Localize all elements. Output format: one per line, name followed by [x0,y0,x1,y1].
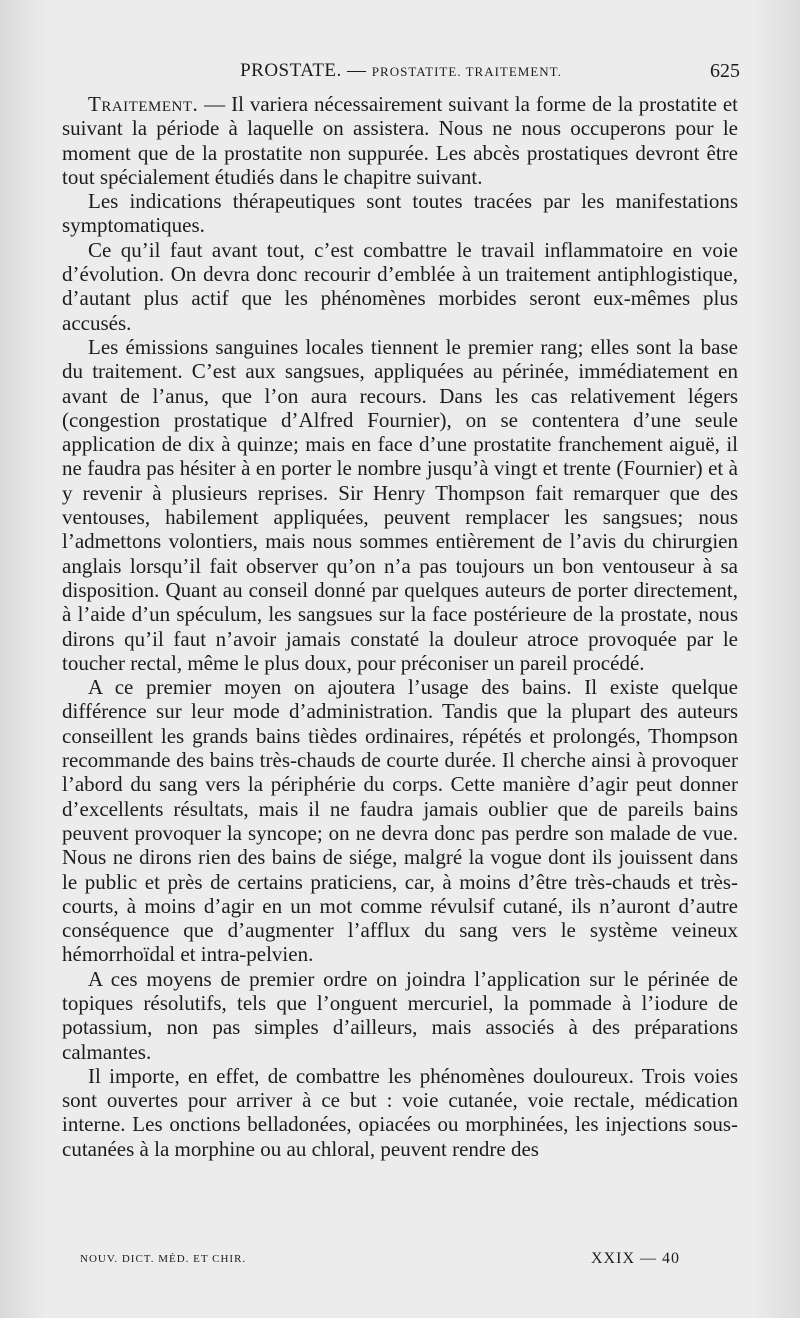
page-number: 625 [710,60,740,82]
paragraph-2: Les indications thérapeutiques sont toutes tracées par les manifestations symptomatiques. [62,189,738,238]
header-title-sub: PROSTATITE. TRAITEMENT. [371,64,562,79]
section-lead: Traitement. [88,92,199,116]
paragraph-1-text: — Il variera nécessairement suivant la forme de la prostatite et suivant la période à laquelle on assistera. Nous ne nous occuperons pour le moment que de la prostatite non suppurée. Les abcès prostatiques devront être tout spécialement étudiés dans le chapitre suivant. [62,92,738,189]
running-header [62,60,740,88]
footer-signature: XXIX — 40 [591,1250,680,1267]
body-text [62,92,738,1161]
paragraph-6: A ces moyens de premier ordre on joindra l’application sur le périnée de topiques résolutifs, tels que l’onguent mercuriel, la pommade à l’iodure de potassium, non pas simples d’ailleurs, mais associés à des préparations calmantes. [62,966,738,1064]
paragraph-4: Les émissions sanguines locales tiennent le premier rang; elles sont la base du traitement. C’est aux sangsues, appliquées au périnée, immédiatement en avant de l’anus, que l’on aura recours. Dans les cas relativement légers (congestion prostatique d’Alfred Fournier), on se contentera d’une seule application de dix à quinze; mais en face d’une prostatite franchement aiguë, il ne faudra pas hésiter à en porter le nombre jusqu’à vingt et trente (Fournier) et à y revenir à plusieurs reprises. Sir Henry Thompson fait remarquer que des ventouses, habilement appliquées, peuvent remplacer les sangsues; nous l’admettons volontiers, mais nous sommes entièrement de l’avis du chirurgien anglais lorsqu’il fait observer qu’on n’a pas toujours un bon ventouseur à sa disposition. Quant au conseil donné par quelques auteurs de porter directement, à l’aide d’un spéculum, les sangsues sur la face postérieure de la prostate, nous dirons qu’il faut n’avoir jamais constaté la douleur atroce provoquée par le toucher rectal, même le plus doux, pour préconiser un pareil procédé. [62,334,738,675]
footer-journal: NOUV. DICT. MÉD. ET CHIR. [80,1253,247,1265]
paragraph-3: Ce qu’il faut avant tout, c’est combattre le travail inflammatoire en voie d’évolution. On devra donc recourir d’emblée à un traitement antiphlogistique, d’autant plus actif que les phénomènes morbides seront eux-mêmes plus accusés. [62,237,738,335]
paragraph-5: A ce premier moyen on ajoutera l’usage des bains. Il existe quelque différence sur leur mode d’administration. Tandis que la plupart des auteurs conseillent les grands bains tièdes ordinaires, répétés et prolongés, Thompson recommande des bains très-chauds de courte durée. Il cherche ainsi à provoquer l’abord du sang vers la périphérie du corps. Cette manière d’agir peut donner d’excellents résultats, mais il ne faudra jamais oublier que de pareils bains peuvent provoquer la syncope; on ne devra donc pas perdre son malade de vue. Nous ne dirons rien des bains de siége, malgré la vogue dont ils jouissent dans le public et près de certains praticiens, car, à moins d’être très-chauds et très-courts, à moins d’agir en un mot comme révulsif cutané, ils n’auront d’autre conséquence que d’augmenter l’afflux du sang vers le système veineux hémorrhoïdal et intra-pelvien. [62,675,738,967]
header-title-main: PROSTATE. — [240,60,367,81]
paragraph-7: Il importe, en effet, de combattre les phénomènes douloureux. Trois voies sont ouvertes pour arriver à ce but : voie cutanée, voie rectale, médication interne. Les onctions belladonées, opiacées ou morphinées, les injections sous-cutanées à la morphine ou au chloral, peuvent rendre des [62,1063,738,1161]
header-title [62,60,740,82]
paragraph-1 [62,92,738,189]
page-footer [80,1250,680,1274]
